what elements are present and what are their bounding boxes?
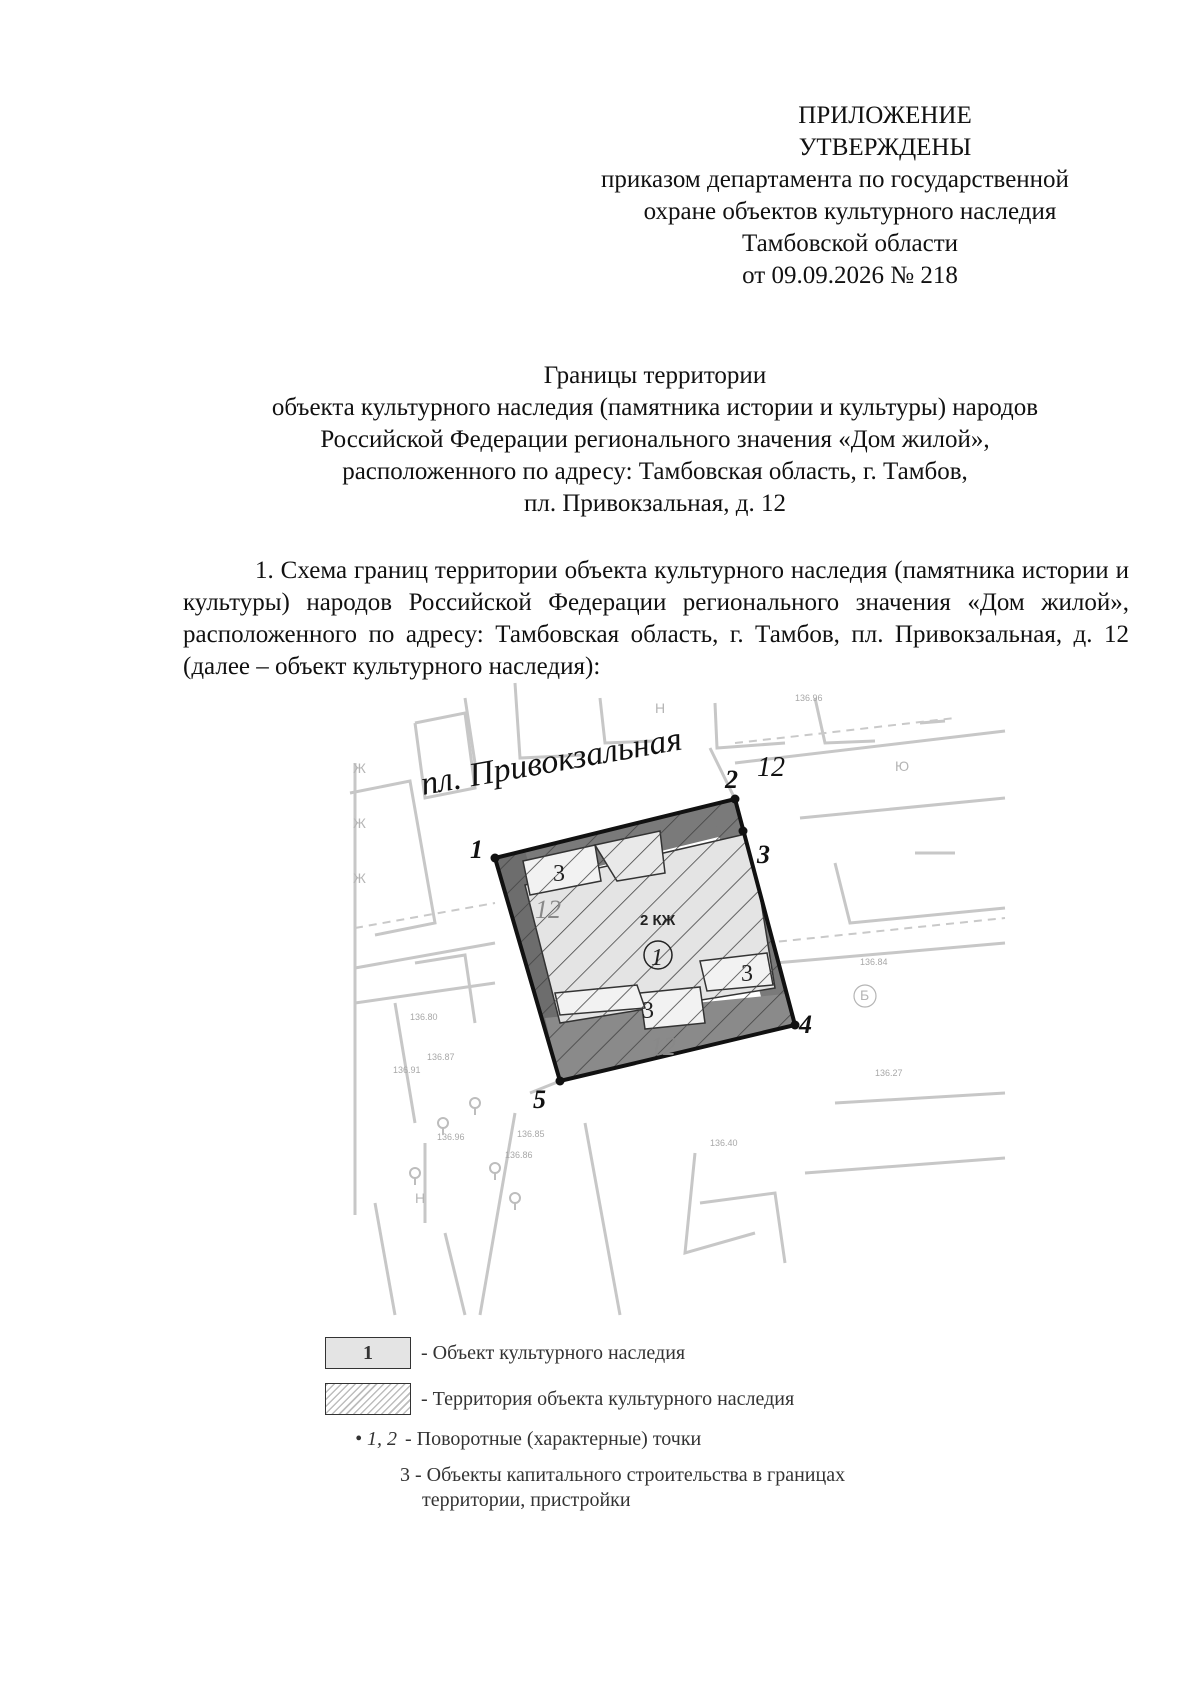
legend-points-marker: • 1, 2 bbox=[355, 1427, 398, 1450]
title-line-4: расположенного по адресу: Тамбовская область, г. Тамбов, bbox=[342, 458, 968, 485]
title-line-2: объекта культурного наследия (памятника истории и культуры) народов bbox=[271, 394, 1039, 421]
elevation-10: 136.40 bbox=[710, 1138, 738, 1148]
legend-object-swatch: 1 bbox=[325, 1337, 411, 1369]
elevation-3: 136.80 bbox=[410, 1012, 438, 1022]
elevation-5: 136.91 bbox=[393, 1065, 421, 1075]
block-letter-4: Ж bbox=[353, 870, 366, 886]
point-1-dot bbox=[491, 854, 500, 863]
legend-annexes-line-2: территории, пристройки bbox=[422, 1489, 631, 1511]
house-number-label: 12 bbox=[757, 752, 785, 783]
legend-item-annexes bbox=[400, 1463, 845, 1513]
approved-label: УТВЕРЖДЕНЫ bbox=[798, 134, 972, 161]
boundary-map-svg bbox=[353, 693, 1005, 1315]
object-marker: 1 bbox=[651, 945, 663, 971]
elevation-4: 136.87 bbox=[427, 1052, 455, 1062]
legend-points-label: - Поворотные (характерные) точки bbox=[405, 1427, 702, 1450]
order-line-1: приказом департамента по государственной bbox=[601, 166, 1069, 193]
elevation-6: 136.27 bbox=[875, 1068, 903, 1078]
annex-label-right: 3 bbox=[741, 961, 753, 987]
legend-territory-label: - Территория объекта культурного наследия bbox=[421, 1387, 795, 1410]
point-label-2: 2 bbox=[725, 765, 738, 794]
scheme-paragraph: 1. Схема границ территории объекта культурного наследия (памятника истории и культуры) народов Российской Федерации регионального значения «Дом жилой», расположенного по адресу: Тамбовская область, г. Тамбов, пл. Привокзальная, д. 12 (далее – объект культурного наследия): bbox=[183, 557, 1129, 680]
block-letter-6: Ю bbox=[895, 758, 910, 774]
legend-territory-swatch bbox=[325, 1383, 411, 1415]
building-number-bottom: 12 bbox=[650, 1032, 676, 1061]
point-2-dot bbox=[731, 795, 740, 804]
elevation-9: 136.86 bbox=[505, 1150, 533, 1160]
block-letter-1: Н bbox=[655, 700, 666, 716]
elevation-8: 136.85 bbox=[517, 1129, 545, 1139]
block-letter-3: Ж bbox=[353, 815, 366, 831]
legend-object-label: - Объект культурного наследия bbox=[421, 1341, 686, 1364]
elevation-2: 136.84 bbox=[860, 957, 888, 967]
approval-block bbox=[540, 100, 1130, 292]
annex-label-bottom: 3 bbox=[642, 998, 654, 1024]
elevation-7: 136.96 bbox=[437, 1132, 465, 1142]
block-letter-2: Н bbox=[415, 1190, 426, 1206]
boundary-map bbox=[353, 693, 1005, 1315]
street-label: пл. Привокзальная bbox=[417, 720, 685, 803]
title-line-1: Границы территории bbox=[543, 362, 767, 389]
point-label-4: 4 bbox=[799, 1010, 812, 1039]
block-letter-7: Б bbox=[860, 987, 870, 1003]
point-label-1: 1 bbox=[470, 835, 483, 864]
point-label-3: 3 bbox=[757, 840, 770, 869]
building-number-left: 12 bbox=[535, 895, 561, 924]
appendix-label: ПРИЛОЖЕНИЕ bbox=[798, 102, 972, 129]
legend-item-object bbox=[325, 1335, 685, 1371]
legend-item-points bbox=[355, 1421, 701, 1457]
legend-annexes-line-1: 3 - Объекты капитального строительства в границах bbox=[400, 1464, 846, 1486]
annex-label-top: 3 bbox=[553, 861, 565, 887]
point-5-dot bbox=[556, 1077, 565, 1086]
order-line-3: Тамбовской области bbox=[741, 230, 959, 257]
legend-item-territory bbox=[325, 1381, 794, 1417]
order-date: от 09.09.2026 № 218 bbox=[742, 262, 958, 289]
title-line-3: Российской Федерации регионального значения «Дом жилой», bbox=[320, 426, 990, 453]
point-3-dot bbox=[739, 827, 748, 836]
document-title bbox=[150, 360, 1160, 520]
elevation-1: 136.96 bbox=[795, 693, 823, 703]
point-label-5: 5 bbox=[533, 1085, 546, 1114]
block-letter-5: Ж bbox=[353, 760, 366, 776]
order-line-2: охране объектов культурного наследия bbox=[643, 198, 1057, 225]
title-line-5: пл. Привокзальная, д. 12 bbox=[524, 490, 786, 517]
floors-label: 2 КЖ bbox=[640, 912, 676, 929]
